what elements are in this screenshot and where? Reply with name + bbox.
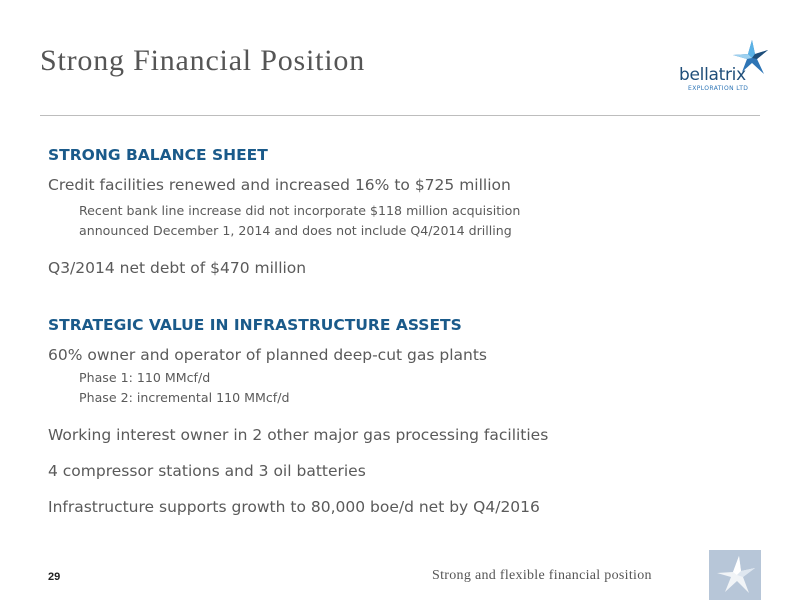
bullet-net-debt: Q3/2014 net debt of $470 million [48, 259, 307, 277]
footer-logo-tile [709, 550, 761, 600]
page-number: 29 [48, 571, 61, 583]
logo-subtitle: EXPLORATION LTD [688, 85, 749, 92]
section-heading-infrastructure: STRATEGIC VALUE IN INFRASTRUCTURE ASSETS [48, 316, 462, 334]
slide-title: Strong Financial Position [40, 44, 366, 77]
footer-caption: Strong and flexible financial position [432, 568, 652, 583]
bullet-compressor-stations: 4 compressor stations and 3 oil batteries [48, 462, 366, 480]
logo-wordmark: bellatrix [679, 65, 746, 85]
footer-star-icon [709, 550, 761, 600]
subbullet-phase-2: Phase 2: incremental 110 MMcf/d [79, 390, 290, 405]
bellatrix-logo [676, 38, 776, 98]
subbullet-phase-1: Phase 1: 110 MMcf/d [79, 370, 211, 385]
bullet-credit-facilities: Credit facilities renewed and increased 16% to $725 million [48, 176, 511, 194]
bullet-growth-target: Infrastructure supports growth to 80,000 boe/d net by Q4/2016 [48, 498, 540, 516]
bullet-working-interest: Working interest owner in 2 other major gas processing facilities [48, 426, 549, 444]
subbullet-bank-line-1: Recent bank line increase did not incorporate $118 million acquisition [79, 203, 521, 218]
bullet-deep-cut-plants: 60% owner and operator of planned deep-cut gas plants [48, 346, 487, 364]
title-divider [40, 115, 760, 116]
subbullet-bank-line-2: announced December 1, 2014 and does not include Q4/2014 drilling [79, 223, 512, 238]
section-heading-balance-sheet: STRONG BALANCE SHEET [48, 146, 268, 164]
